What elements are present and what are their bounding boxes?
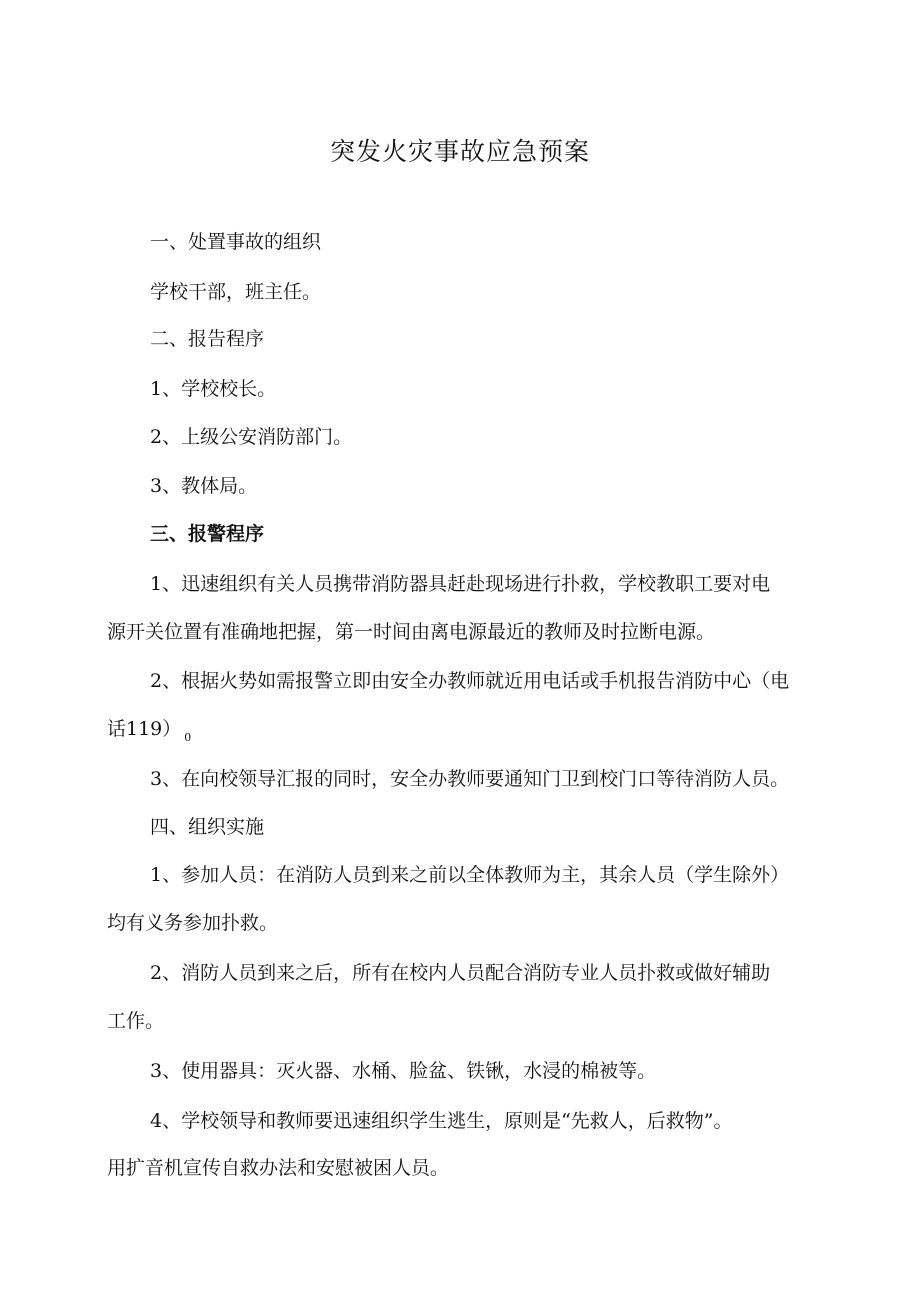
section-4-item-2-line-2: 工作。 <box>107 1010 165 1032</box>
section-4-item-1-line-1: 1、参加人员：在消防人员到来之前以全体教师为主，其余人员（学生除外） <box>150 864 790 886</box>
section-3-heading: 三、报警程序 <box>150 523 265 545</box>
section-1-heading: 一、处置事故的组织 <box>150 231 322 253</box>
section-2-heading: 二、报告程序 <box>150 328 265 350</box>
section-3-item-3: 3、在向校领导汇报的同时，安全办教师要通知门卫到校门口等待消防人员。 <box>150 768 790 790</box>
section-4-item-2-line-1: 2、消防人员到来之后，所有在校内人员配合消防专业人员扑救或做好辅助 <box>150 962 771 984</box>
section-2-item-3: 3、教体局。 <box>150 475 258 497</box>
section-2-item-1: 1、学校校长。 <box>150 378 277 400</box>
section-3-item-1-line-2: 源开关位置有准确地把握，第一时间由离电源最近的教师及时拉断电源。 <box>107 621 716 643</box>
section-3-item-2-text: 话119） <box>107 718 182 740</box>
section-4-item-4-line-1: 4、学校领导和教师要迅速组织学生逃生，原则是“先救人，后救物”。 <box>150 1110 733 1132</box>
section-4-heading: 四、组织实施 <box>150 816 265 838</box>
section-3-item-2-line-1: 2、根据火势如需报警立即由安全办教师就近用电话或手机报告消防中心（电 <box>150 670 790 692</box>
document-title: 突发火灾事故应急预案 <box>329 137 590 166</box>
section-4-item-1-line-2: 均有义务参加扑救。 <box>107 912 279 934</box>
section-4-item-3: 3、使用器具：灭火器、水桶、脸盆、铁锹，水浸的棉被等。 <box>150 1060 657 1082</box>
section-2-item-2: 2、上级公安消防部门。 <box>150 426 353 448</box>
section-3-item-1-line-1: 1、迅速组织有关人员携带消防器具赶赴现场进行扑救，学校教职工要对电 <box>150 573 771 595</box>
section-4-item-4-line-2: 用扩音机宣传自救办法和安慰被困人员。 <box>107 1157 450 1179</box>
section-3-item-2-suffix: 0 <box>184 731 192 744</box>
section-3-item-2-line-2 <box>107 714 191 753</box>
section-1-body: 学校干部，班主任。 <box>150 281 322 303</box>
